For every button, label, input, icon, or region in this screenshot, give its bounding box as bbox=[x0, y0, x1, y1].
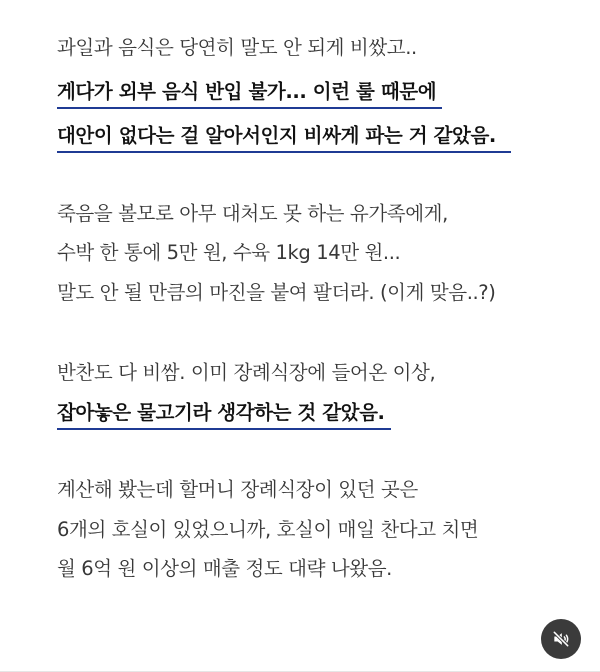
text-line: 과일과 음식은 당연히 말도 안 되게 비쌌고.. bbox=[57, 36, 417, 59]
text-underline bbox=[57, 151, 511, 153]
text-line: 월 6억 원 이상의 매출 정도 대략 나왔음. bbox=[57, 557, 392, 580]
emphasized-text-line: 잡아놓은 물고기라 생각하는 것 같았음. bbox=[57, 401, 385, 424]
speaker-muted-icon bbox=[551, 629, 571, 649]
text-line: 6개의 호실이 있었으니까, 호실이 매일 찬다고 치면 bbox=[57, 518, 479, 541]
text-underline bbox=[57, 107, 442, 109]
text-line: 계산해 봤는데 할머니 장례식장이 있던 곳은 bbox=[57, 478, 418, 501]
text-line: 반찬도 다 비쌈. 이미 장례식장에 들어온 이상, bbox=[57, 361, 436, 384]
text-line: 죽음을 볼모로 아무 대처도 못 하는 유가족에게, bbox=[57, 202, 448, 225]
text-line: 수박 한 통에 5만 원, 수육 1kg 14만 원... bbox=[57, 241, 401, 264]
text-line: 말도 안 될 만큼의 마진을 붙여 팔더라. (이게 맞음..?) bbox=[57, 281, 496, 304]
emphasized-text-line: 대안이 없다는 걸 알아서인지 비싸게 파는 거 같았음. bbox=[57, 124, 496, 147]
emphasized-text-line: 게다가 외부 음식 반입 불가... 이런 룰 때문에 bbox=[57, 80, 437, 103]
text-underline bbox=[57, 428, 391, 430]
mute-button[interactable] bbox=[541, 619, 581, 659]
